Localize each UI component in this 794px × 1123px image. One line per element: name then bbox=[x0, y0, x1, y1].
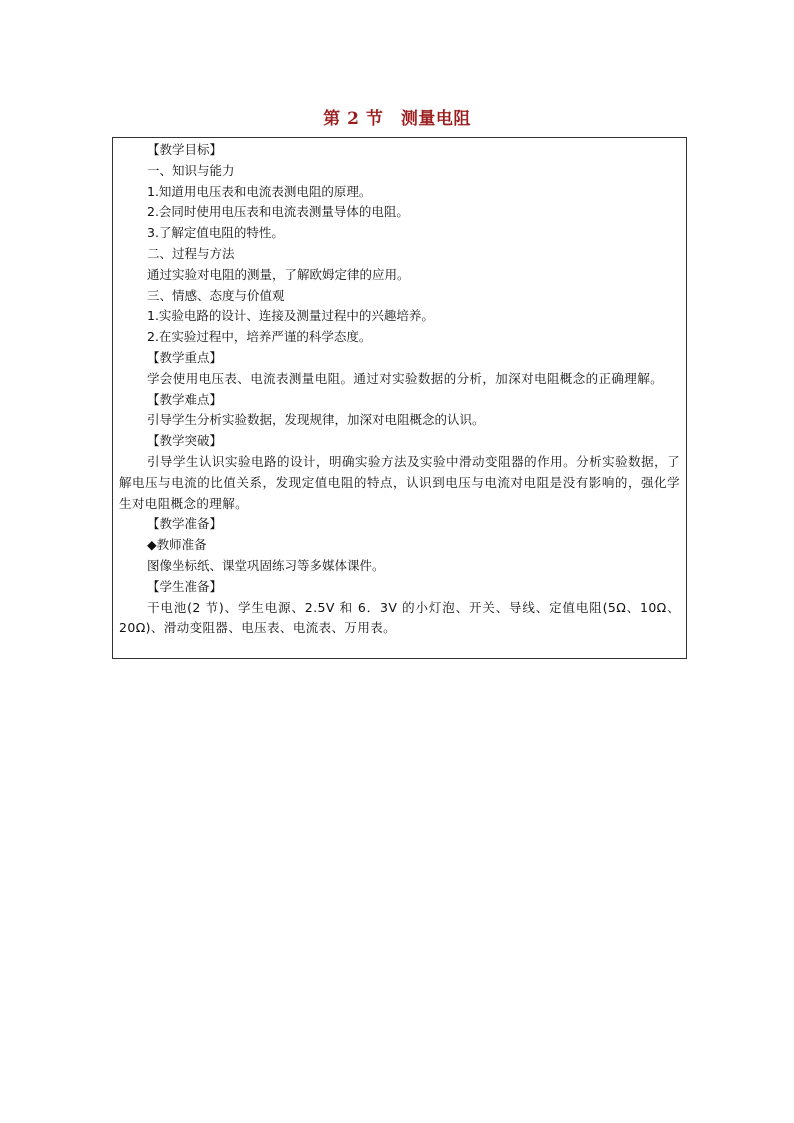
lesson-plan-box bbox=[112, 137, 687, 659]
subheading-process: 二、过程与方法 bbox=[147, 245, 235, 261]
key-points-text: 学会使用电压表、电流表测量电阻。通过对实验数据的分析，加深对电阻概念的正确理解。 bbox=[147, 370, 664, 386]
section-heading-difficulties: 【教学难点】 bbox=[147, 391, 223, 407]
page-title: 第 2 节 测量电阻 bbox=[323, 109, 471, 129]
teacher-prep-text: 图像坐标纸、课堂巩固练习等多媒体课件。 bbox=[147, 557, 385, 573]
emotion-item-2: 2.在实验过程中，培养严谨的科学态度。 bbox=[147, 329, 372, 345]
emotion-item-1: 1.实验电路的设计、连接及测量过程中的兴趣培养。 bbox=[147, 308, 434, 324]
knowledge-item-1: 1.知道用电压表和电流表测电阻的原理。 bbox=[147, 183, 372, 199]
teacher-prep-heading: ◆教师准备 bbox=[147, 537, 207, 553]
section-heading-preparation: 【教学准备】 bbox=[147, 516, 223, 532]
section-heading-breakthrough: 【教学突破】 bbox=[147, 433, 223, 449]
subheading-knowledge: 一、知识与能力 bbox=[147, 162, 235, 178]
breakthrough-text: 引导学生认识实验电路的设计，明确实验方法及实验中滑动变阻器的作用。分析实验数据，了解电压与电流的比值关系，发现定值电阻的特点，认识到电压与电流对电阻是没有影响的，强化学生对电阻概念的理解。 bbox=[119, 453, 680, 511]
section-heading-student-prep: 【学生准备】 bbox=[147, 578, 223, 594]
knowledge-item-2: 2.会同时使用电压表和电流表测量导体的电阻。 bbox=[147, 204, 409, 220]
process-text: 通过实验对电阻的测量，了解欧姆定律的应用。 bbox=[147, 266, 410, 282]
section-heading-key-points: 【教学重点】 bbox=[147, 349, 223, 365]
subheading-emotion: 三、情感、态度与价值观 bbox=[147, 287, 285, 303]
student-prep-text: 干电池(2 节)、学生电源、2.5V 和 6．3V 的小灯泡、开关、导线、定值电阻(5Ω、10Ω、20Ω)、滑动变阻器、电压表、电流表、万用表。 bbox=[119, 599, 680, 636]
knowledge-item-3: 3.了解定值电阻的特性。 bbox=[147, 225, 284, 241]
section-heading-goals: 【教学目标】 bbox=[147, 142, 223, 157]
difficulties-text: 引导学生分析实验数据，发现规律，加深对电阻概念的认识。 bbox=[147, 412, 485, 428]
